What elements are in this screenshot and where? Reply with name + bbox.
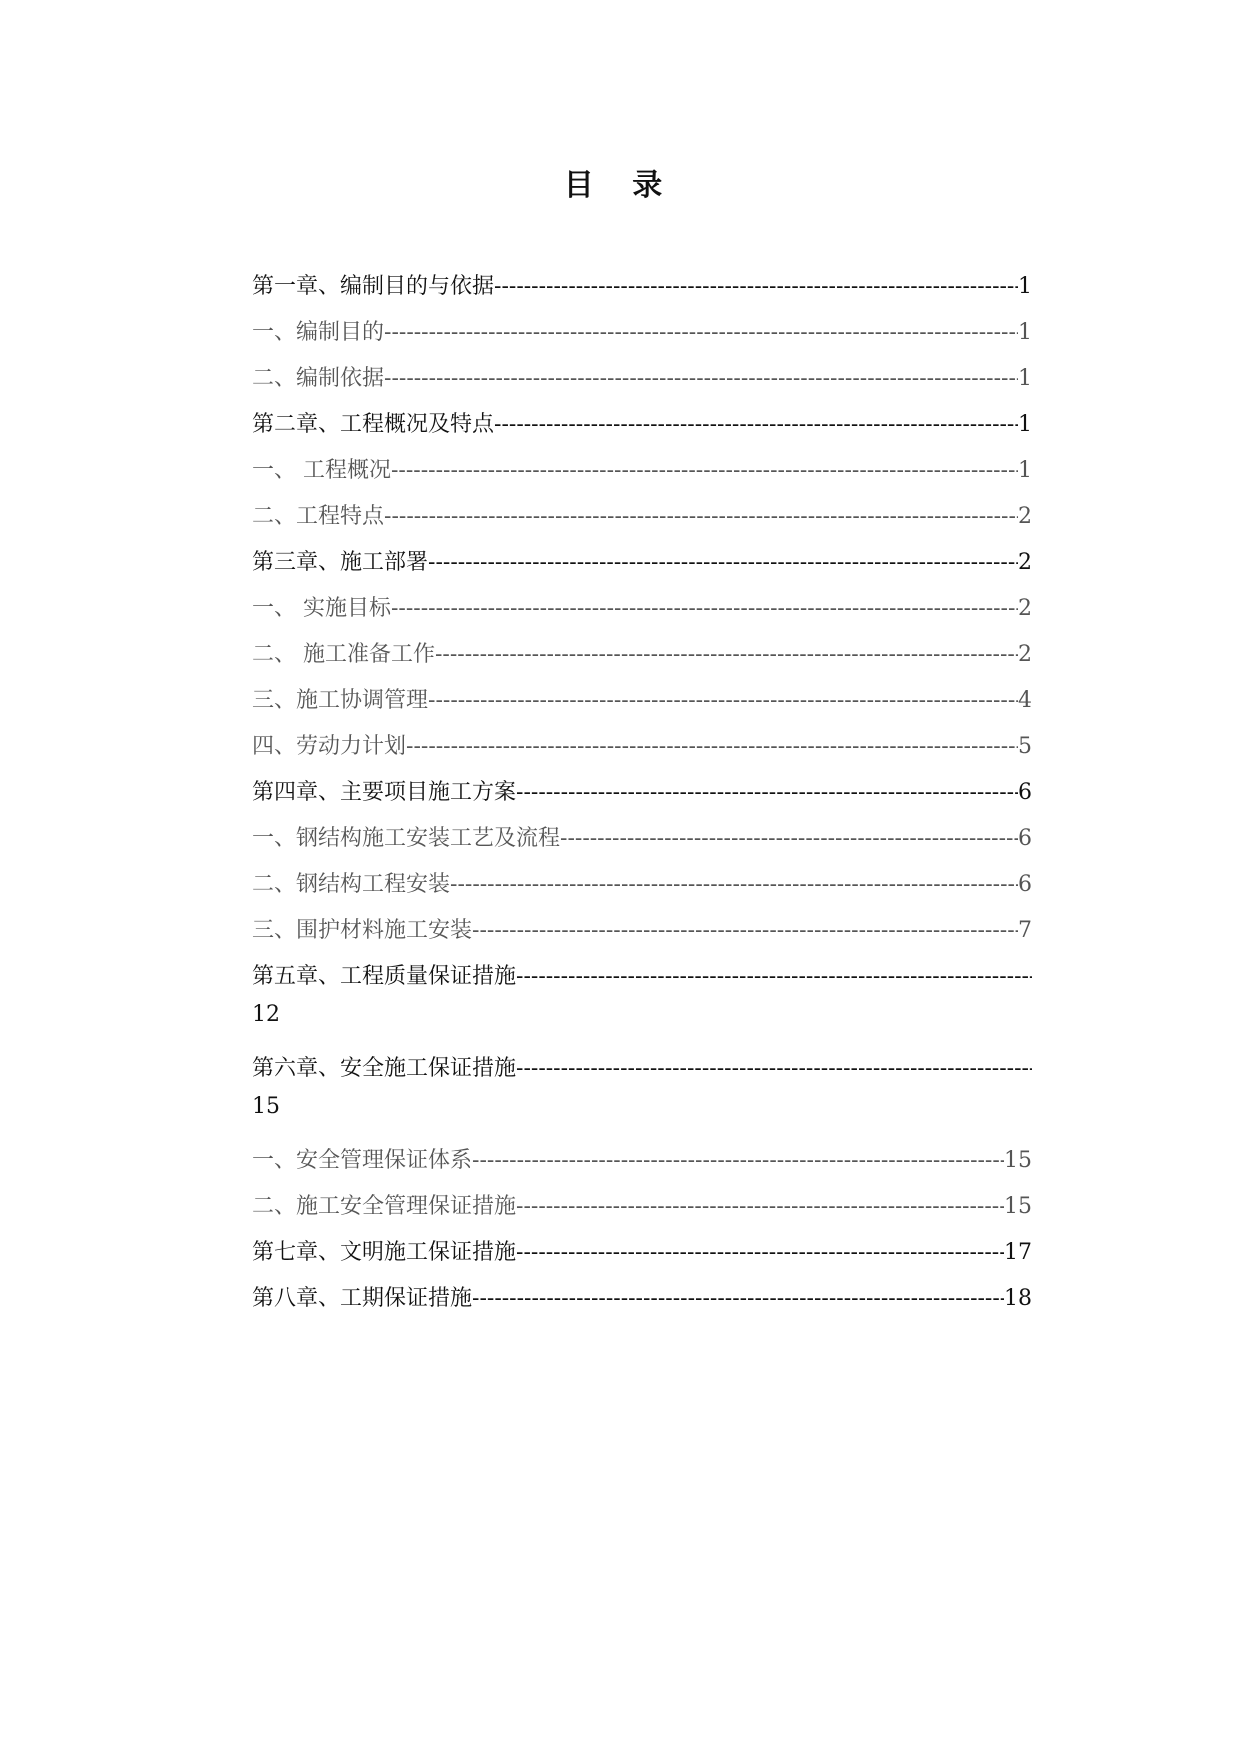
toc-entry-page: 2 bbox=[1018, 596, 1032, 621]
toc-title: 目 录 bbox=[563, 168, 677, 203]
toc-leader bbox=[384, 318, 1018, 348]
toc-entry-page: 18 bbox=[1004, 1286, 1032, 1311]
toc-entry-label: 第一章、编制目的与依据 bbox=[252, 274, 495, 299]
toc-entry-label: 二、编制依据 bbox=[252, 366, 385, 391]
toc-entry[interactable] bbox=[252, 394, 1032, 440]
toc-entry-page: 1 bbox=[1018, 274, 1032, 299]
toc-entry-label: 第六章、安全施工保证措施 bbox=[252, 1056, 517, 1081]
toc-leader bbox=[516, 1054, 1032, 1084]
toc-entry-page: 15 bbox=[252, 1094, 280, 1119]
toc-entry-label: 二、 施工准备工作 bbox=[252, 642, 435, 667]
toc-leader bbox=[516, 962, 1032, 992]
toc-leader bbox=[428, 548, 1018, 578]
toc-entry-label: 二、工程特点 bbox=[252, 504, 385, 529]
toc-entry-label: 一、钢结构施工安装工艺及流程 bbox=[252, 826, 561, 851]
toc-entry[interactable] bbox=[252, 578, 1032, 624]
toc-entry-page: 6 bbox=[1018, 780, 1032, 805]
toc-entry-page: 7 bbox=[1018, 918, 1032, 943]
toc-leader bbox=[450, 870, 1018, 900]
toc-entry-label: 第三章、施工部署 bbox=[252, 550, 429, 575]
toc-entry-page: 2 bbox=[1018, 550, 1032, 575]
toc-leader bbox=[428, 686, 1018, 716]
toc-list bbox=[252, 256, 1032, 1314]
toc-entry[interactable] bbox=[252, 1222, 1032, 1268]
toc-leader bbox=[391, 594, 1018, 624]
toc-entry-page: 1 bbox=[1018, 458, 1032, 483]
toc-entry-page: 2 bbox=[1018, 642, 1032, 667]
toc-entry-label: 三、施工协调管理 bbox=[252, 688, 429, 713]
toc-entry-label: 第七章、文明施工保证措施 bbox=[252, 1240, 517, 1265]
toc-entry-page: 5 bbox=[1018, 734, 1032, 759]
toc-entry-label: 第四章、主要项目施工方案 bbox=[252, 780, 517, 805]
toc-entry-page: 1 bbox=[1018, 366, 1032, 391]
toc-leader bbox=[391, 456, 1018, 486]
toc-entry-page: 15 bbox=[1004, 1148, 1032, 1173]
toc-entry[interactable] bbox=[252, 1038, 1032, 1084]
toc-entry[interactable] bbox=[252, 256, 1032, 302]
toc-entry[interactable] bbox=[252, 946, 1032, 992]
toc-leader bbox=[406, 732, 1018, 762]
toc-leader bbox=[516, 778, 1018, 808]
toc-entry-page: 15 bbox=[1004, 1194, 1032, 1219]
toc-leader bbox=[494, 410, 1018, 440]
toc-entry-page: 6 bbox=[1018, 826, 1032, 851]
toc-entry-label: 一、 实施目标 bbox=[252, 596, 391, 621]
toc-entry-label: 三、围护材料施工安装 bbox=[252, 918, 473, 943]
toc-entry-label: 第五章、工程质量保证措施 bbox=[252, 964, 517, 989]
toc-entry[interactable] bbox=[252, 532, 1032, 578]
toc-entry-page: 17 bbox=[1004, 1240, 1032, 1265]
toc-entry-label: 一、安全管理保证体系 bbox=[252, 1148, 473, 1173]
toc-entry[interactable] bbox=[252, 624, 1032, 670]
toc-entry-label: 第八章、工期保证措施 bbox=[252, 1286, 473, 1311]
toc-leader bbox=[516, 1238, 1004, 1268]
toc-entry[interactable] bbox=[252, 716, 1032, 762]
toc-entry-label: 第二章、工程概况及特点 bbox=[252, 412, 495, 437]
toc-entry[interactable] bbox=[252, 854, 1032, 900]
toc-entry-page: 1 bbox=[1018, 412, 1032, 437]
toc-entry[interactable] bbox=[252, 670, 1032, 716]
toc-entry-label: 二、钢结构工程安装 bbox=[252, 872, 451, 897]
toc-entry-page: 1 bbox=[1018, 320, 1032, 345]
toc-entry-label: 一、编制目的 bbox=[252, 320, 385, 345]
toc-leader bbox=[560, 824, 1018, 854]
toc-entry[interactable] bbox=[252, 808, 1032, 854]
toc-leader bbox=[494, 272, 1018, 302]
toc-entry[interactable] bbox=[252, 440, 1032, 486]
toc-leader bbox=[435, 640, 1018, 670]
toc-leader bbox=[384, 364, 1018, 394]
toc-entry-page: 4 bbox=[1018, 688, 1032, 713]
toc-entry-page: 6 bbox=[1018, 872, 1032, 897]
toc-entry-label: 二、施工安全管理保证措施 bbox=[252, 1194, 517, 1219]
toc-entry[interactable] bbox=[252, 900, 1032, 946]
toc-entry[interactable] bbox=[252, 348, 1032, 394]
toc-entry[interactable] bbox=[252, 762, 1032, 808]
toc-entry-page: 12 bbox=[252, 1002, 280, 1027]
toc-entry[interactable] bbox=[252, 302, 1032, 348]
toc-leader bbox=[384, 502, 1018, 532]
toc-entry[interactable] bbox=[252, 1176, 1032, 1222]
toc-entry-label: 一、 工程概况 bbox=[252, 458, 391, 483]
toc-entry[interactable] bbox=[252, 1268, 1032, 1314]
toc-entry-label: 四、劳动力计划 bbox=[252, 734, 407, 759]
toc-leader bbox=[472, 1146, 1004, 1176]
toc-leader bbox=[516, 1192, 1004, 1222]
toc-leader bbox=[472, 916, 1018, 946]
toc-leader bbox=[472, 1284, 1004, 1314]
toc-entry-page: 2 bbox=[1018, 504, 1032, 529]
toc-entry[interactable] bbox=[252, 486, 1032, 532]
toc-entry[interactable] bbox=[252, 1130, 1032, 1176]
